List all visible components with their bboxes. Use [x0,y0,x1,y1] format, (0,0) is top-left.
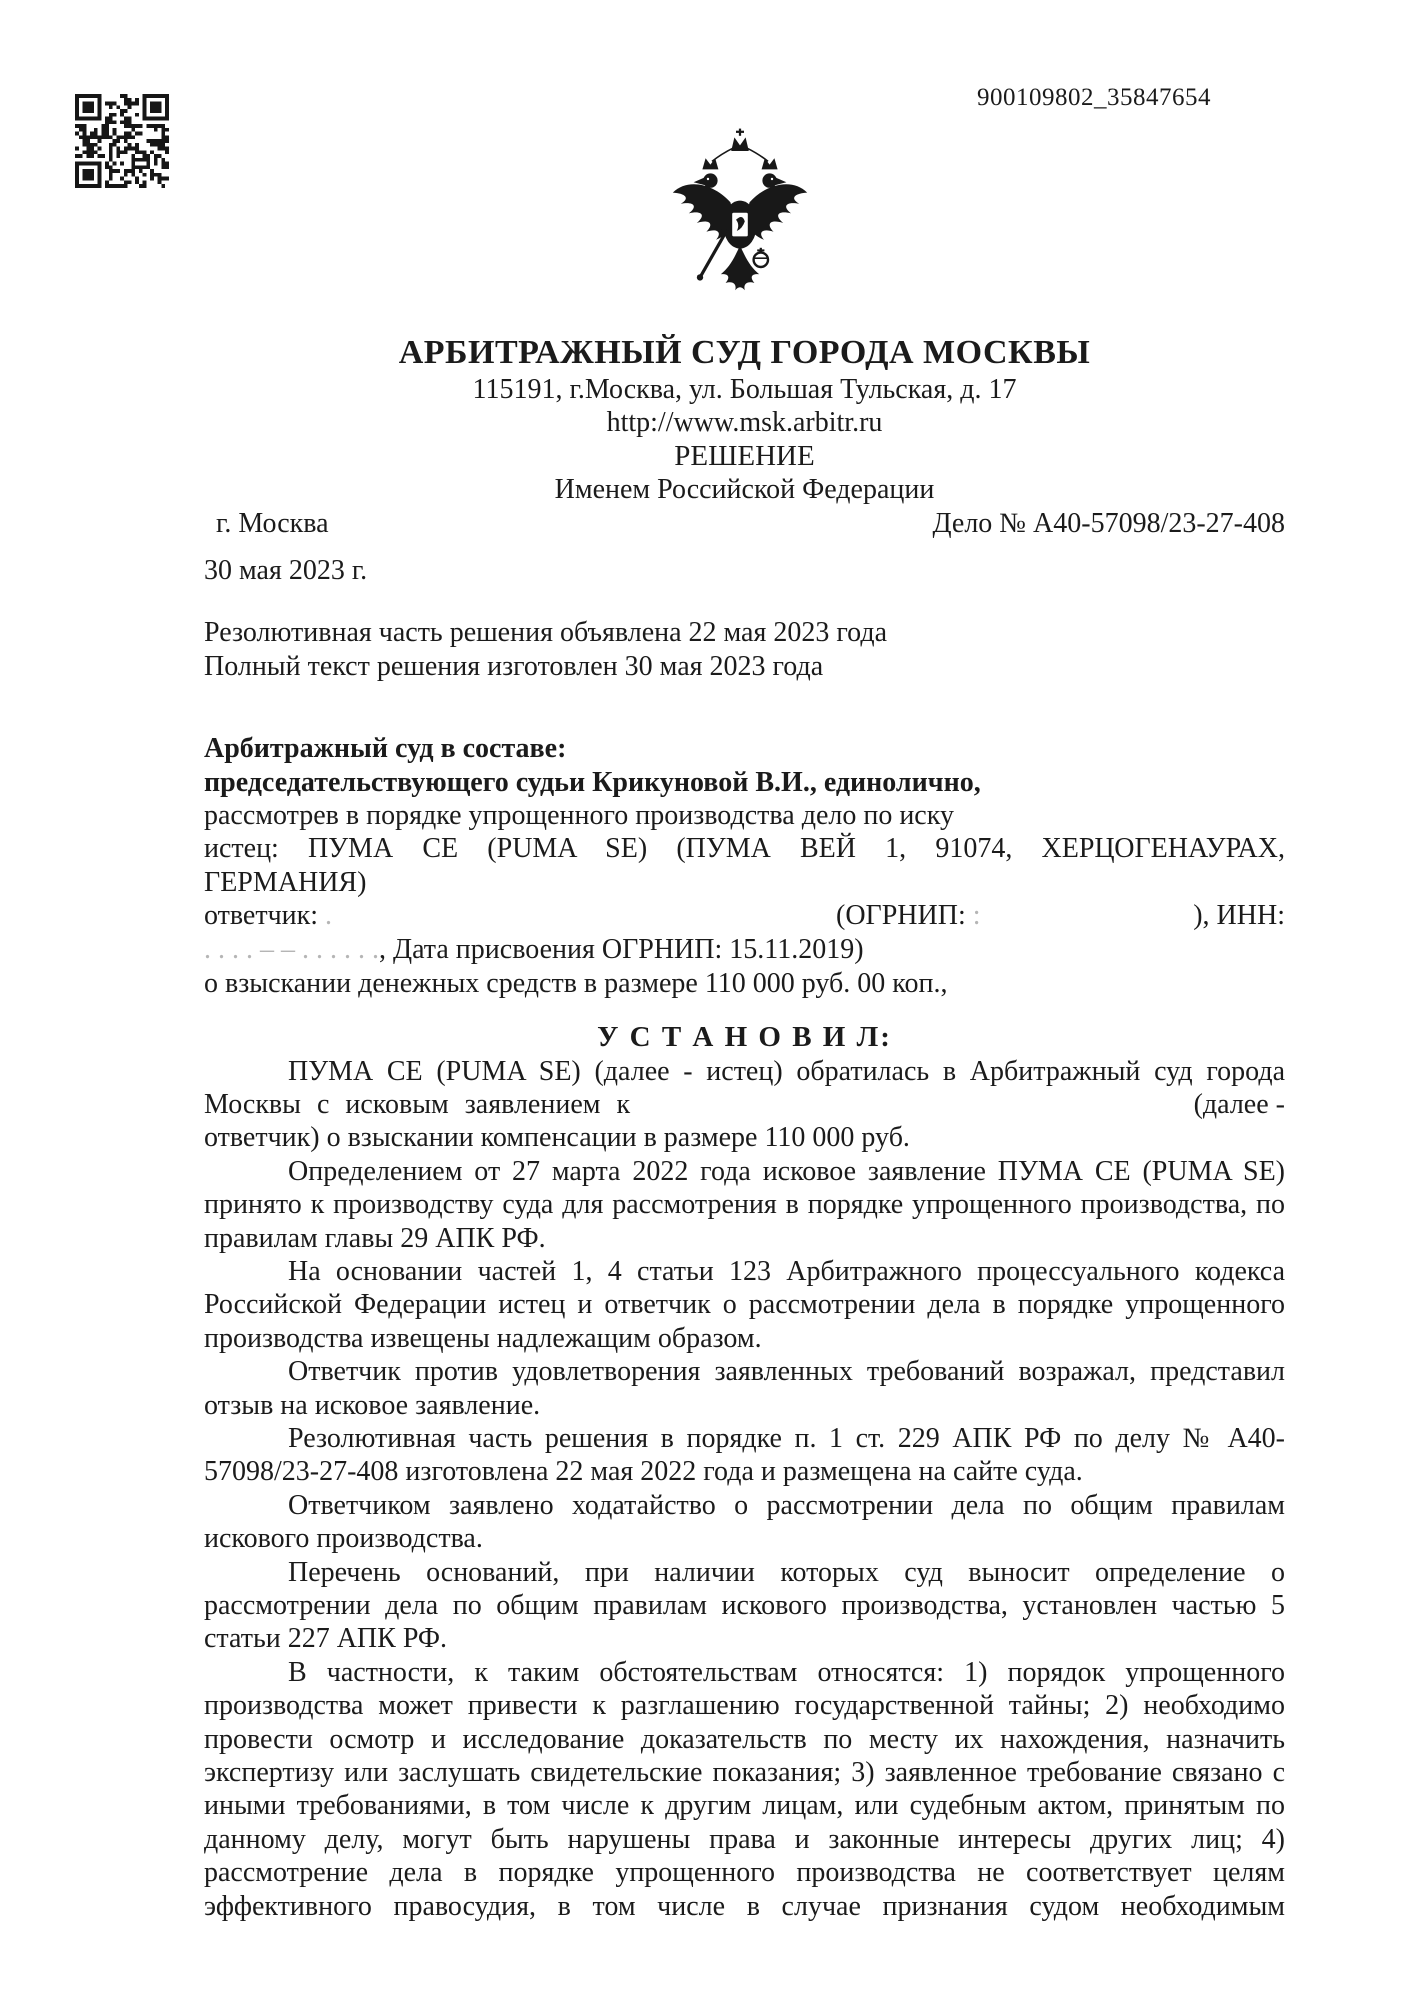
document-body [204,333,1285,1923]
judge-line: председательствующего судьи Крикуновой В.И., единолично, [204,766,981,798]
paragraph: В частности, к таким обстоятельствам относятся: 1) порядок упрощенного производства может привести к разглашению государственной тайны; 2) необходимо провести осмотр и исследование доказательств по месту их нахождения, назначить экспертизу или заслушать свидетельские показания; 3) заявленное требование связано с иными требованиями, в том числе к другим лицам, или судебным актом, принятым по данному делу, могут быть нарушены права и законные интересы других лиц; 4) рассмотрение дела в порядке упрощенного производства не соответствует целям эффективного правосудия, в том числе в случае признания судом необходимым [204,1656,1285,1922]
p1-line2-right: (далее - [1193,1088,1285,1120]
decision-date: 30 мая 2023 г. [204,555,368,587]
plaintiff-line-1: истец: ПУМА СЕ (PUMA SE) (ПУМА ВЕЙ 1, 91074, ХЕРЦОГЕНАУРАХ, [204,833,1285,865]
paragraph: Определением от 27 марта 2022 года исковое заявление ПУМА СЕ (PUMA SE) принято к производству суда для рассмотрения в порядке упрощенного производства, по правилам главы 29 АПК РФ. [204,1155,1285,1254]
paragraph: Перечень оснований, при наличии которых суд выносит определение о рассмотрении дела по общим правилам искового производства, установлен частью 5 статьи 227 АПК РФ. [204,1556,1285,1655]
established-paragraphs [204,1155,1285,1923]
court-website: http://www.msk.arbitr.ru [606,407,883,439]
established-p1-line2 [204,1088,1285,1121]
document-number: 900109802_35847654 [977,84,1211,111]
paragraph: Ответчик против удовлетворения заявленных требований возражал, представил отзыв на исковое заявление. [204,1356,1285,1421]
court-address: 115191, г.Москва, ул. Большая Тульская, д. 17 [472,374,1017,405]
page-title: АРБИТРАЖНЫЙ СУД ГОРОДА МОСКВЫ [398,334,1091,371]
paragraph: Ответчиком заявлено ходатайство о рассмотрении дела по общим правилам искового производства. [204,1489,1285,1555]
city-label: г. Москва [216,507,329,539]
case-header-row [204,507,1285,540]
defendant-line [204,899,1285,933]
qr-code-icon [75,80,169,202]
redacted-text: . [325,900,333,932]
resolutive-part-line: Резолютивная часть решения объявлена 22 мая 2023 года [204,617,888,649]
defendant-label: ответчик: . [204,900,333,932]
plaintiff-line-2: ГЕРМАНИЯ) [204,866,367,898]
redacted-text: . . . . – – . . . . . . [204,934,379,966]
redacted-text: : [972,900,981,932]
established-heading: У С Т А Н О В И Л: [597,1021,892,1054]
established-p1-line1: ПУМА СЕ (PUMA SE) (далее - истец) обратилась в Арбитражный суд города [288,1055,1285,1087]
ogrnip-label: (ОГРНИП: : [836,900,981,932]
considered-line: рассмотрев в порядке упрощенного производства дело по иску [204,800,954,832]
claim-line: о взыскании денежных средств в размере 110 000 руб. 00 коп., [204,967,948,999]
document-type-heading: РЕШЕНИЕ [674,439,815,472]
paragraph: На основании частей 1, 4 статьи 123 Арбитражного процессуального кодекса Российской Федерации истец и ответчик о рассмотрении дела в порядке упрощенного производства извещены надлежащим образом. [204,1255,1285,1354]
document-subtitle: Именем Российской Федерации [554,474,935,506]
paragraph: Резолютивная часть решения в порядке п. 1 ст. 229 АПК РФ по делу № А40-57098/23-27-408 изготовлена 22 мая 2022 года и размещена на сайте суда. [204,1422,1285,1488]
inn-label: ), ИНН: [1193,900,1285,932]
court-composition-label: Арбитражный суд в составе: [204,733,567,765]
ogrnip-date-line: . . . . – – . . . . . ., Дата присвоения ОГРНИП: 15.11.2019) [204,934,864,966]
full-text-line: Полный текст решения изготовлен 30 мая 2023 года [204,650,824,682]
qr-code [75,80,169,202]
established-p1-line3: ответчик) о взыскании компенсации в размере 110 000 руб. [204,1122,910,1154]
case-number: Дело № А40-57098/23-27-408 [932,507,1285,539]
coat-of-arms-russia-icon [660,126,820,304]
p1-line2-left: Москвы с исковым заявлением к [204,1088,631,1120]
